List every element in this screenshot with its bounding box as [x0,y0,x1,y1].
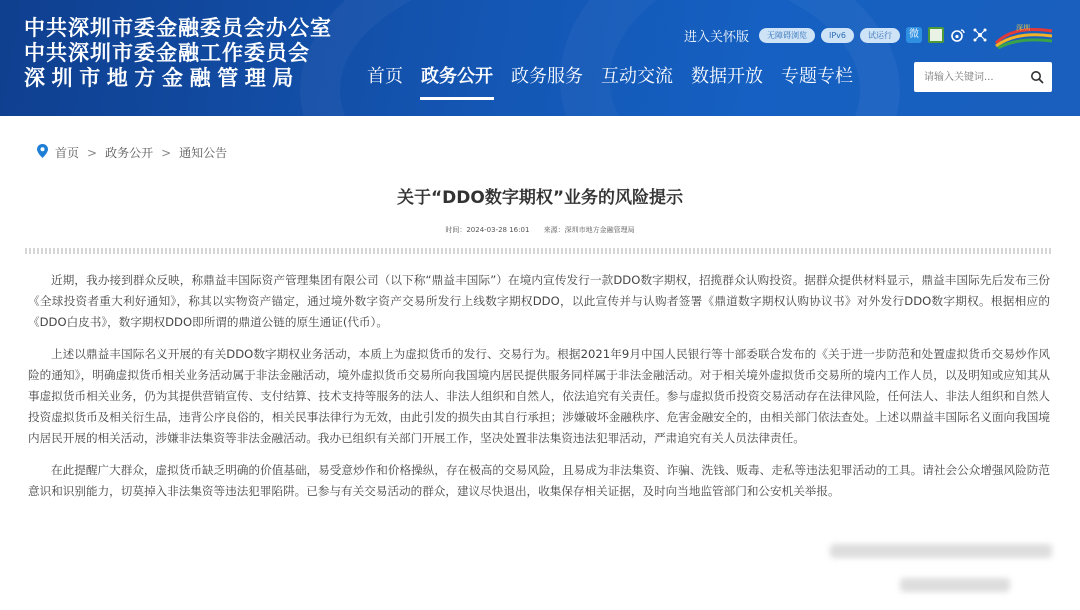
title-divider [25,248,1053,254]
breadcrumb [36,143,227,162]
accessibility-button[interactable]: 无障碍浏览 [759,28,815,43]
search-input[interactable] [914,63,1022,91]
search-box [914,62,1052,92]
site-header [0,0,1080,116]
blurred-date [900,578,1010,592]
main-nav [358,62,862,100]
breadcrumb-separator: > [87,145,98,160]
org-name-1: 中共深圳市委金融委员会办公室 [24,16,332,40]
article-paragraph: 上述以鼎益丰国际名义开展的有关DDO数字期权业务活动，本质上为虚拟货币的发行、交易行为。根据2021年9月中国人民银行等十部委联合发布的《关于进一步防范和处置虚拟货币交易炒作风险的通知》，明确虚拟货币相关业务活动属于非法金融活动，境外虚拟货币交易所向我国境内居民提供服务同样属于非法金融活动。对于相关境外虚拟货币交易所的境内工作人员，以及明知或应知其从事虚拟货币相关业务，仍为其提供营销宣传、支付结算、技术支持等服务的法人、非法人组织和自然人，依法追究有关责任。参与虚拟货币投资交易活动存在法律风险，任何法人、非法人组织和自然人投资虚拟货币及相关衍生品，违背公序良俗的，相关民事法律行为无效，由此引发的损失由其自行承担；涉嫌破坏金融秩序、危害金融安全的，由相关部门依法查处。上述以鼎益丰国际名义面向我国境内居民开展的相关活动，涉嫌非法集资等非法金融活动。我办已组织有关部门开展工作，坚决处置非法集资违法犯罪活动，严肃追究有关人员法律责任。 [28,347,1050,445]
publish-time: 时间：2024-03-28 16:01 [445,226,530,234]
blurred-signature [830,544,1052,558]
care-mode-link[interactable]: 进入关怀版 [683,29,749,45]
article-meta [0,225,1080,235]
article-source: 来源：深圳市地方金融管理局 [543,226,635,234]
article-body [28,270,1050,513]
top-utility-bar [684,20,1054,50]
site-logo[interactable] [994,21,1054,49]
mini-program-icon[interactable] [928,27,944,43]
ipv6-badge[interactable]: IPv6 [821,28,854,43]
article-paragraph: 近期，我办接到群众反映，称鼎益丰国际资产管理集团有限公司（以下称“鼎益丰国际”）在境内宣传发行一款DDO数字期权，招揽群众认购投资。据群众提供材料显示，鼎益丰国际先后发布三份《全球投资者重大利好通知》，称其以实物资产锚定，通过境外数字资产交易所发行上线数字期权DDO，以此宣传并与认购者签署《鼎道数字期权认购协议书》对外发行DDO数字期权。根据相应的《DDO白皮书》，数字期权DDO即所谓的鼎道公链的原生通证(代币）。 [28,273,1050,329]
wechat-icon[interactable]: 微 [906,27,922,43]
nav-gov-affairs[interactable]: 政务公开 [412,62,502,100]
breadcrumb-home[interactable]: 首页 [55,146,80,160]
article-title: 关于“DDO数字期权”业务的风险提示 [396,188,684,208]
nav-interaction[interactable]: 互动交流 [601,66,673,87]
nav-home[interactable]: 首页 [367,66,403,87]
org-name-3: 深圳市地方金融管理局 [24,66,300,90]
search-icon[interactable] [1022,62,1052,92]
article-paragraph: 在此提醒广大群众，虚拟货币缺乏明确的价值基础，易受意炒作和价格操纵，存在极高的交易风险，且易成为非法集资、诈骗、洗钱、贩毒、走私等违法犯罪活动的工具。请社会公众增强风险防范意识和识别能力，切莫掉入非法集资等违法犯罪陷阱。已参与有关交易活动的群众，建议尽快退出，收集保存相关证据，及时向当地监管部门和公安机关举报。 [28,463,1050,498]
breadcrumb-notices[interactable]: 通知公告 [179,146,228,160]
nav-topics[interactable]: 专题专栏 [781,66,853,87]
weibo-icon[interactable] [950,27,966,43]
nav-open-data[interactable]: 数据开放 [691,66,763,87]
trial-run-badge[interactable]: 试运行 [860,28,900,43]
site-logo-text[interactable] [24,16,332,91]
breadcrumb-gov-affairs[interactable]: 政务公开 [105,146,154,160]
org-name-2: 中共深圳市委金融工作委员会 [24,41,310,65]
location-pin-icon [36,143,49,162]
svg-text:深圳: 深圳 [1016,24,1030,32]
network-icon[interactable] [972,27,988,43]
nav-gov-services[interactable]: 政务服务 [511,66,583,87]
breadcrumb-separator: > [161,145,172,160]
